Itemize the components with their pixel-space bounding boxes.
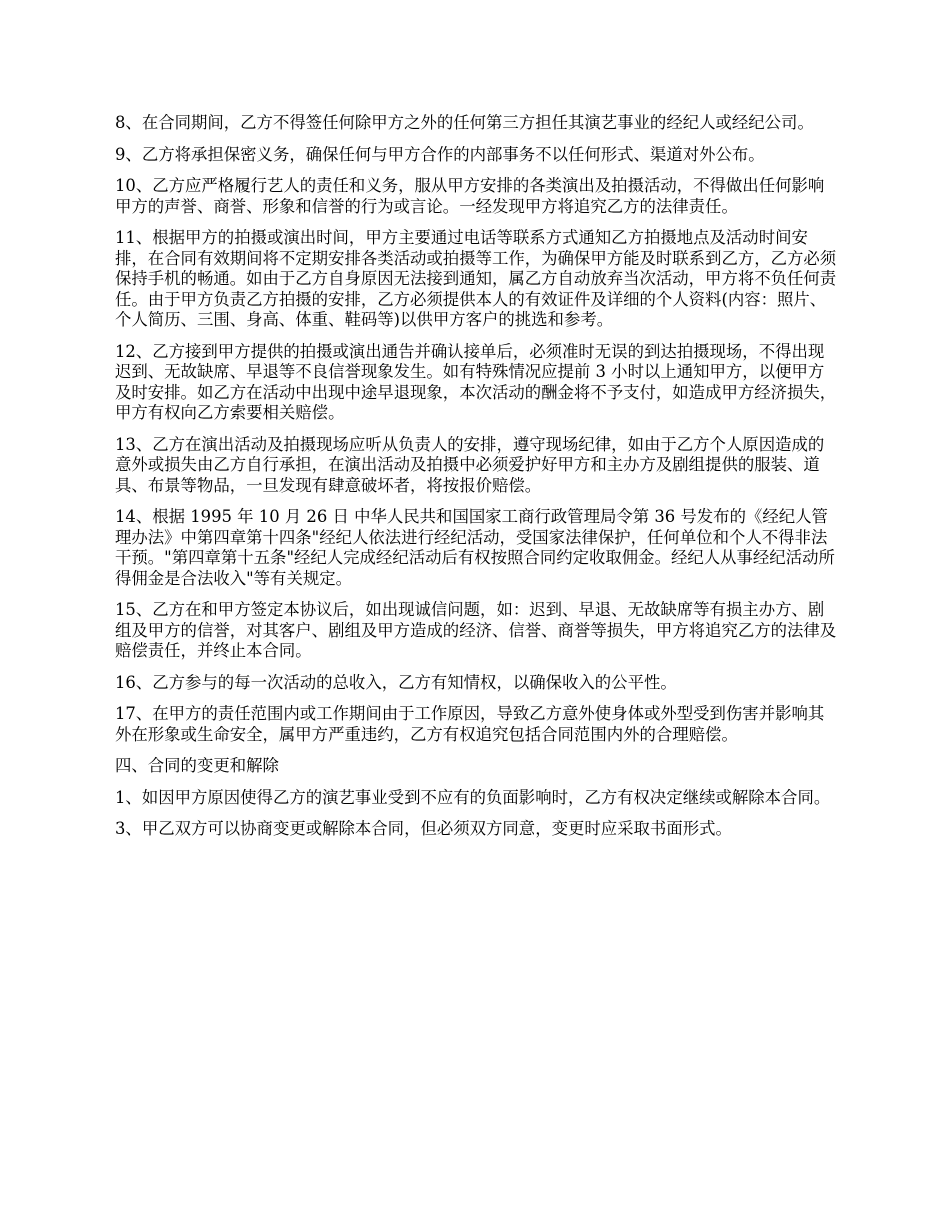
clause-15: 15、乙方在和甲方签定本协议后，如出现诚信问题，如：迟到、早退、无故缺席等有损主办方、剧组及甲方的信誉，对其客户、剧组及甲方造成的经济、信誉、商誉等损失，甲方将追究乙方的法律及赔偿责任，并终止本合同。 [115,600,837,660]
clause-14: 14、根据 1995 年 10 月 26 日 中华人民共和国国家工商行政管理局令第 36 号发布的《经纪人管理办法》中第四章第十四条"经纪人依法进行经纪活动，受国家法律保护，任何单位和个人不得非法干预。"第四章第十五条"经纪人完成经纪活动后有权按照合同约定收取佣金。经纪人从事经纪活动所得佣金是合法收入"等有关规定。 [115,507,835,588]
clause-10: 10、乙方应严格履行艺人的责任和义务，服从甲方安排的各类演出及拍摄活动，不得做出任何影响甲方的声誉、商誉、形象和信誉的行为或言论。一经发现甲方将追究乙方的法律责任。 [115,176,825,216]
clause-9: 9、乙方将承担保密义务，确保任何与甲方合作的内部事务不以任何形式、渠道对外公布。 [115,144,765,164]
section-heading-contract-change: 四、合同的变更和解除 [115,756,279,775]
clause-8: 8、在合同期间，乙方不得签任何除甲方之外的任何第三方担任其演艺事业的经纪人或经纪公司。 [115,113,814,132]
clause-12: 12、乙方接到甲方提供的拍摄或演出通告并确认接单后，必须准时无误的到达拍摄现场，不得出现迟到、无故缺席、早退等不良信誉现象发生。如有特殊情况应提前 3 小时以上通知甲方，以便甲方及时安排。如乙方在活动中出现中途早退现象，本次活动的酬金将不予支付，如造成甲方经济损失，甲方有权向乙方索要相关赔偿。 [115,341,837,422]
clause-17: 17、在甲方的责任范围内或工作期间由于工作原因，导致乙方意外使身体或外型受到伤害并影响其外在形象或生命安全，属甲方严重违约，乙方有权追究包括合同范围内外的合理赔偿。 [115,704,825,744]
document-body [115,113,837,851]
clause-11: 11、根据甲方的拍摄或演出时间，甲方主要通过电话等联系方式通知乙方拍摄地点及活动时间安排，在合同有效期间将不定期安排各类活动或拍摄等工作，为确保甲方能及时联系到乙方，乙方必须保持手机的畅通。如由于乙方自身原因无法接到通知，属乙方自动放弃当次活动，甲方将不负任何责任。由于甲方负责乙方拍摄的安排，乙方必须提供本人的有效证件及详细的个人资料(内容：照片、个人简历、三围、身高、体重、鞋码等)以供甲方客户的挑选和参考。 [115,228,837,329]
clause-16: 16、乙方参与的每一次活动的总收入，乙方有知情权，以确保收入的公平性。 [115,672,677,692]
clause-13: 13、乙方在演出活动及拍摄现场应听从负责人的安排，遵守现场纪律，如由于乙方个人原因造成的意外或损失由乙方自行承担，在演出活动及拍摄中必须爱护好甲方和主办方及剧组提供的服装、道具、布景等物品，一旦发现有肆意破坏者，将按报价赔偿。 [115,434,825,495]
change-clause-3: 3、甲乙双方可以协商变更或解除本合同，但必须双方同意，变更时应采取书面形式。 [115,819,732,838]
change-clause-1: 1、如因甲方原因使得乙方的演艺事业受到不应有的负面影响时，乙方有权决定继续或解除本合同。 [115,787,831,807]
